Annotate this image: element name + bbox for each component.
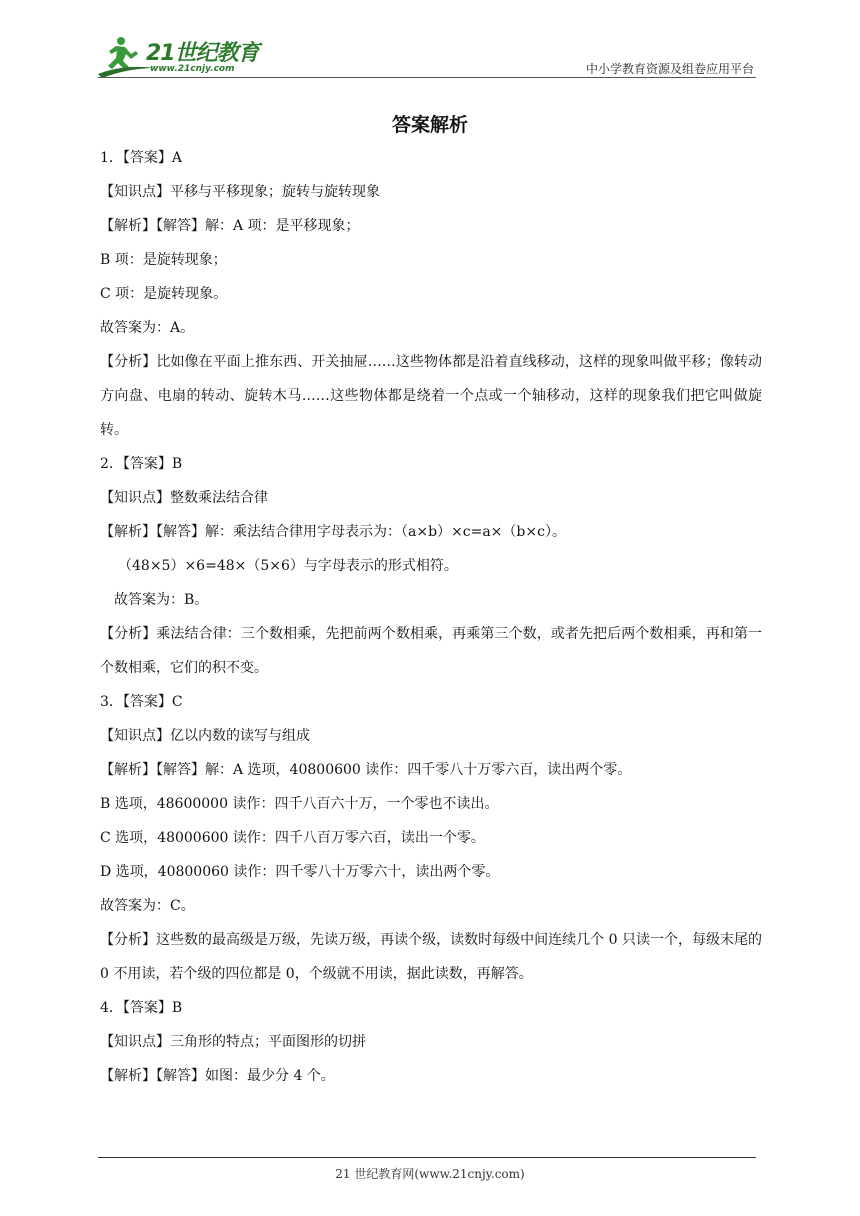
answer-line: 4．【答案】B [100, 1000, 183, 1016]
answer-line: C 项：是旋转现象。 [100, 286, 228, 302]
logo-url: www.21cnjy.com [150, 64, 235, 74]
answer-line: 【分析】比如像在平面上推东西、开关抽屉……这些物体都是沿着直线移动，这样的现象叫做平移；像转动方向盘、电扇的转动、旋转木马……这些物体都是绕着一个点或一个轴移动，这样的现象我们把它叫做旋转。 [100, 354, 762, 438]
site-logo [98, 34, 268, 78]
answer-line: 【分析】乘法结合律：三个数相乘，先把前两个数相乘，再乘第三个数，或者先把后两个数相乘，再和第一个数相乘，它们的积不变。 [100, 626, 762, 676]
logo-text: 21世纪教育 [146, 41, 259, 66]
answer-line: 【分析】这些数的最高级是万级，先读万级，再读个级，读数时每级中间连续几个 0 只读一个，每级末尾的 0 不用读，若个级的四位都是 0，个级就不用读，据此读数，再解答。 [100, 932, 762, 982]
answer-line: 故答案为：B。 [114, 592, 209, 608]
page-footer: 21 世纪教育网(www.21cnjy.com) [335, 1167, 525, 1181]
platform-name: 中小学教育资源及组卷应用平台 [585, 62, 754, 76]
answer-line: 【知识点】三角形的特点；平面图形的切拼 [100, 1034, 366, 1050]
answer-line: 故答案为：A。 [100, 320, 195, 336]
page-header [98, 30, 756, 80]
answer-line: 1．【答案】A [100, 150, 183, 166]
answer-line: 3．【答案】C [100, 694, 183, 710]
answer-line: D 选项，40800060 读作：四千零八十万零六十，读出两个零。 [100, 864, 500, 880]
answer-line: 【解析】【解答】如图：最少分 4 个。 [100, 1068, 335, 1084]
answer-line: B 选项，48600000 读作：四千八百六十万，一个零也不读出。 [100, 796, 499, 812]
answer-content [100, 148, 762, 1100]
answer-line: 【知识点】平移与平移现象；旋转与旋转现象 [100, 184, 380, 200]
answer-line: 【解析】【解答】解：A 项：是平移现象； [100, 218, 360, 234]
answer-line: （48×5）×6=48×（5×6）与字母表示的形式相符。 [118, 558, 458, 574]
answer-line: C 选项，48000600 读作：四千八百万零六百，读出一个零。 [100, 830, 485, 846]
header-divider [98, 77, 756, 78]
answer-line: 【解析】【解答】解：乘法结合律用字母表示为：（a×b）×c=a×（b×c）。 [100, 524, 566, 540]
answer-line: 【知识点】亿以内数的读写与组成 [100, 728, 310, 744]
answer-line: 【解析】【解答】解：A 选项，40800600 读作：四千零八十万零六百，读出两个零。 [100, 762, 632, 778]
answer-line: B 项：是旋转现象； [100, 252, 227, 268]
footer-divider [98, 1157, 756, 1158]
page-title: 答案解析 [391, 114, 468, 136]
answer-line: 2．【答案】B [100, 456, 183, 472]
answer-line: 【知识点】整数乘法结合律 [100, 490, 268, 506]
answer-line: 故答案为：C。 [100, 898, 195, 914]
